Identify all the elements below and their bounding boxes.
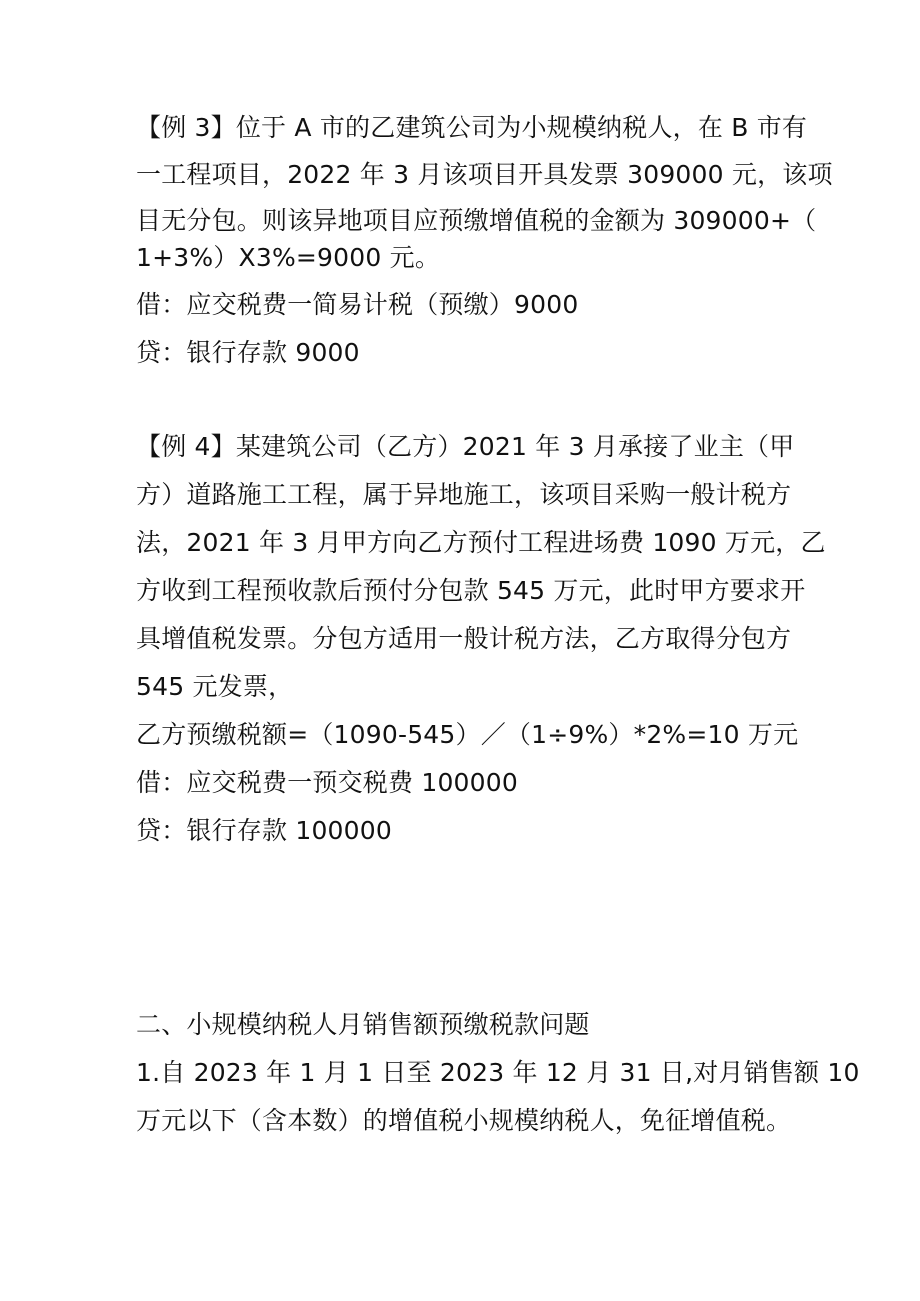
section2-line-1: 1.自 2023 年 1 月 1 日至 2023 年 12 月 31 日,对月销售额 10: [136, 1058, 860, 1087]
example4-line-5: 具增值税发票。分包方适用一般计税方法，乙方取得分包方: [136, 624, 792, 653]
example3-line-3: 目无分包。则该异地项目应预缴增值税的金额为 309000+（: [136, 206, 817, 235]
example4-line-1: 【例 4】某建筑公司（乙方）2021 年 3 月承接了业主（甲: [136, 432, 795, 461]
example3-credit-entry: 贷：银行存款 9000: [136, 338, 360, 367]
example4-line-3: 法，2021 年 3 月甲方向乙方预付工程进场费 1090 万元，乙: [136, 528, 826, 557]
example4-line-4: 方收到工程预收款后预付分包款 545 万元，此时甲方要求开: [136, 576, 806, 605]
example4-credit-entry: 贷：银行存款 100000: [136, 816, 392, 845]
section2-line-2: 万元以下（含本数）的增值税小规模纳税人，免征增值税。: [136, 1106, 792, 1135]
example4-line-2: 方）道路施工工程，属于异地施工，该项目采购一般计税方: [136, 480, 792, 509]
example3-line-4: 1+3%）X3%=9000 元。: [136, 243, 441, 272]
example3-debit-entry: 借：应交税费一简易计税（预缴）9000: [136, 290, 579, 319]
example4-debit-entry: 借：应交税费一预交税费 100000: [136, 768, 518, 797]
example4-line-6: 545 元发票，: [136, 672, 294, 701]
section2-heading: 二、小规模纳税人月销售额预缴税款问题: [136, 1010, 590, 1039]
example3-line-2: 一工程项目，2022 年 3 月该项目开具发票 309000 元，该项: [136, 160, 833, 189]
example3-line-1: 【例 3】位于 A 市的乙建筑公司为小规模纳税人，在 B 市有: [136, 113, 808, 142]
example4-formula: 乙方预缴税额=（1090-545）／（1÷9%）*2%=10 万元: [136, 720, 799, 749]
